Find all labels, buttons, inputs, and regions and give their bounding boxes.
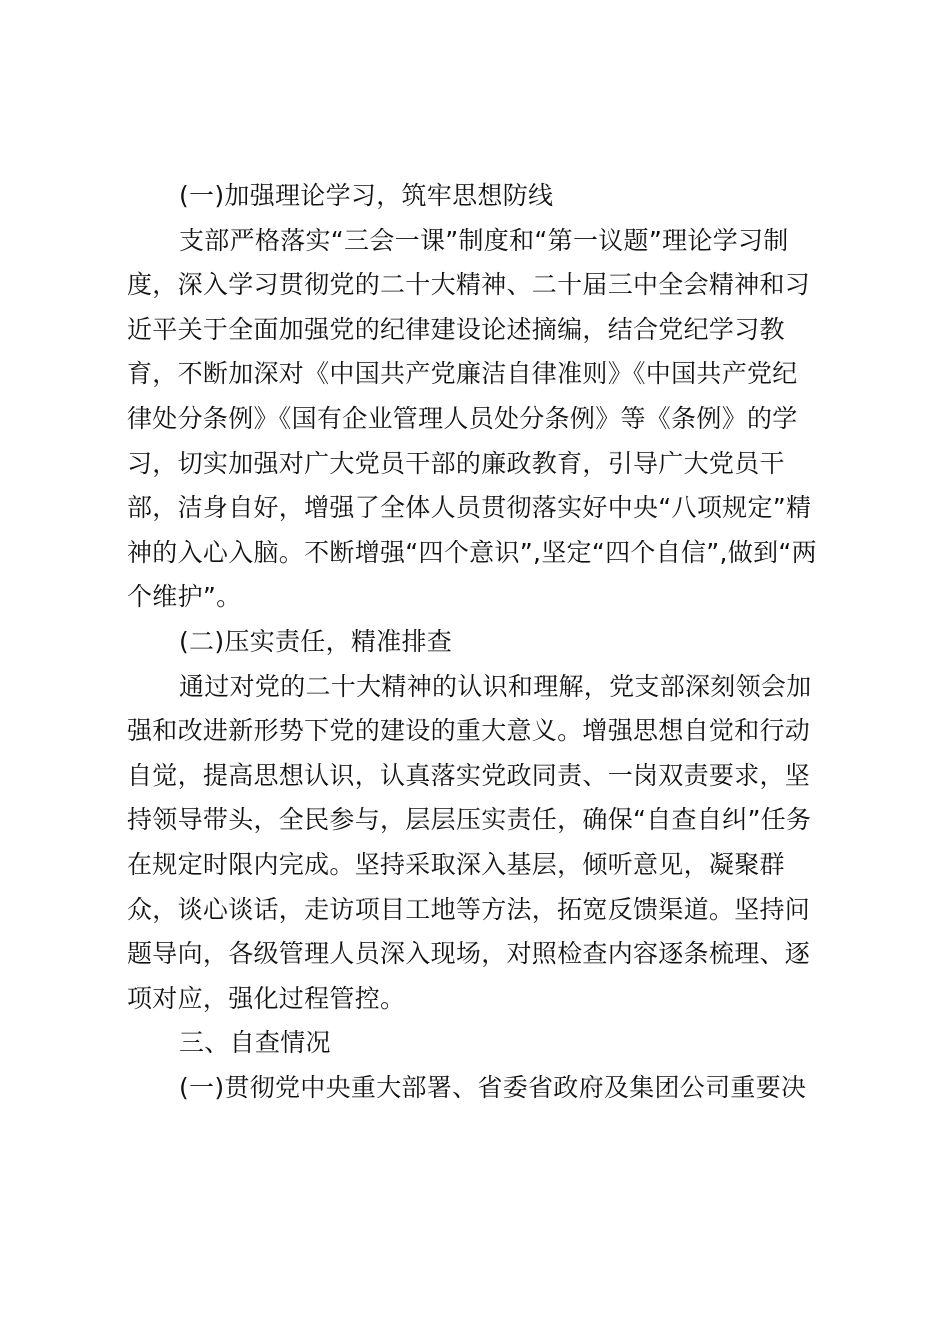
section2-heading: (二)压实责任，精准排查	[179, 626, 453, 656]
section1-line: 个维护”。	[127, 582, 242, 612]
section3-sub-heading: (一)贯彻党中央重大部署、省委省政府及集团公司重要决	[179, 1072, 807, 1102]
section2-line: 持领导带头，全民参与，层层压实责任，确保“自查自纠”任务	[127, 805, 812, 835]
section1-line: 度，深入学习贯彻党的二十大精神、二十届三中全会精神和习	[127, 270, 811, 300]
section2-line: 强和改进新形势下党的建设的重大意义。增强思想自觉和行动	[127, 716, 811, 746]
section2-line: 在规定时限内完成。坚持采取深入基层，倾听意见，凝聚群	[127, 849, 785, 879]
section1-heading: (一)加强理论学习，筑牢思想防线	[179, 181, 554, 210]
section1-line: 神的入心入脑。不断增强“四个意识”,坚定“四个自信”,做到“两	[127, 537, 817, 567]
section1-line: 习，切实加强对广大党员干部的廉政教育，引导广大党员干	[127, 448, 785, 478]
section2-line: 通过对党的二十大精神的认识和理解，党支部深刻领会加	[179, 671, 812, 701]
section1-line: 部，洁身自好，增强了全体人员贯彻落实好中央“八项规定”精	[127, 493, 812, 523]
section2-line: 自觉，提高思想认识，认真落实党政同责、一岗双责要求，坚	[127, 760, 811, 790]
section1-line: 育，不断加深对《中国共产党廉洁自律准则》《中国共产党纪	[127, 359, 798, 389]
section3-heading: 三、自查情况	[179, 1028, 331, 1058]
section2-line: 题导向，各级管理人员深入现场，对照检查内容逐条梳理、逐	[127, 939, 811, 969]
section1-line: 律处分条例》《国有企业管理人员处分条例》等《条例》的学	[127, 403, 798, 433]
section2-line: 众，谈心谈话，走访项目工地等方法，拓宽反馈渠道。坚持问	[127, 894, 811, 924]
section2-line: 项对应，强化过程管控。	[127, 983, 406, 1013]
section1-line: 支部严格落实“三会一课”制度和“第一议题”理论学习制	[179, 225, 789, 255]
document-body	[127, 174, 821, 1110]
section1-line: 近平关于全面加强党的纪律建设论述摘编，结合党纪学习教	[127, 314, 785, 344]
